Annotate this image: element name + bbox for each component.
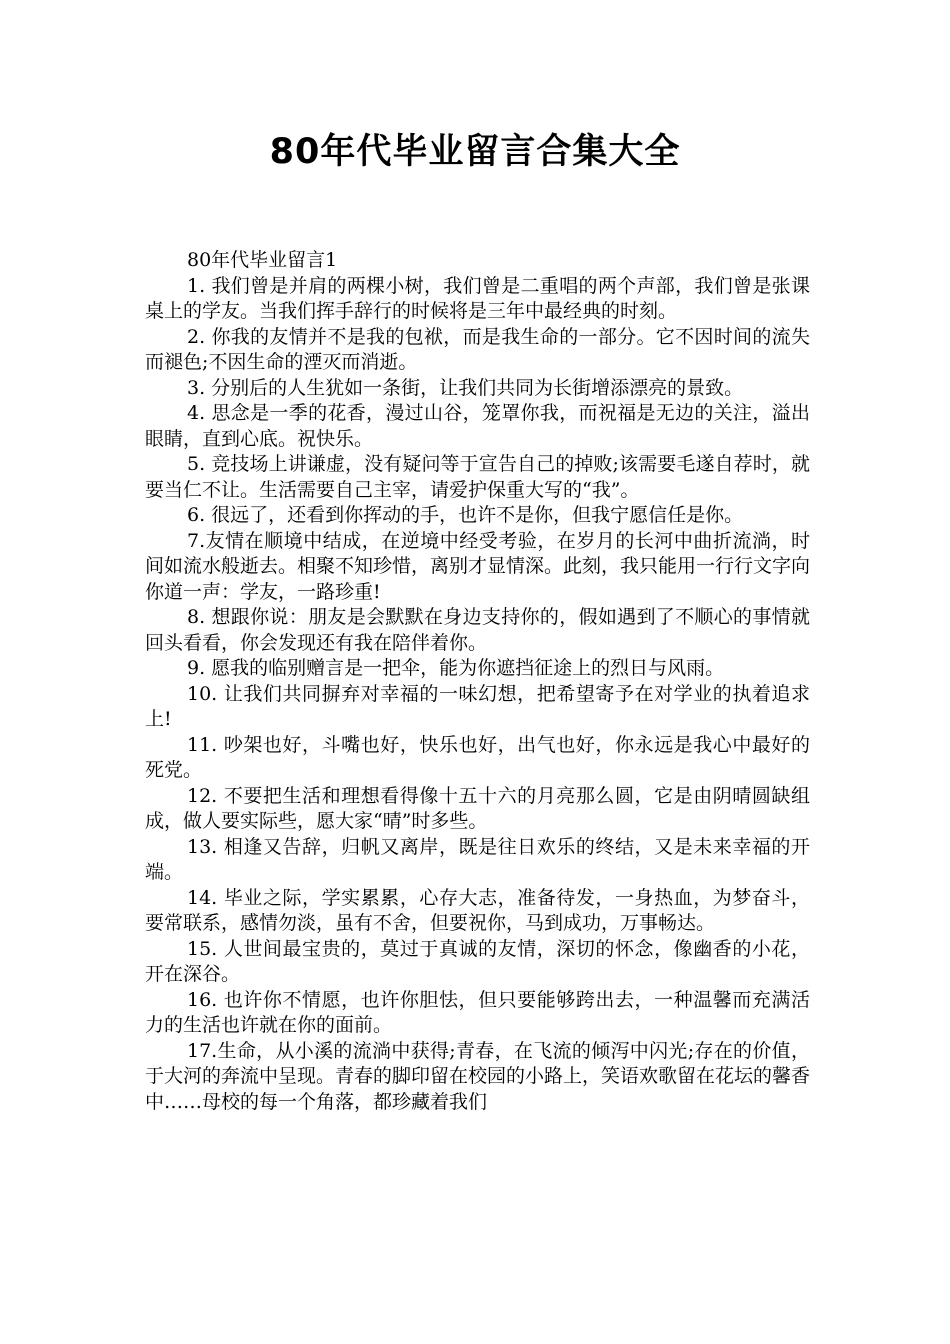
paragraph-6: 6. 很远了，还看到你挥动的手，也许不是你，但我宁愿信任是你。: [187, 504, 744, 526]
document-title: 80年代毕业留言合集大全: [269, 132, 681, 172]
paragraph-9: 9. 愿我的临别赠言是一把伞，能为你遮挡征途上的烈日与风雨。: [187, 657, 725, 679]
paragraph-14: 14. 毕业之际，学实累累，心存大志，准备待发，一身热血，为梦奋斗，要常联系，感情勿淡，虽有不舍，但要祝你，马到成功，万事畅达。: [145, 886, 810, 934]
paragraph-17: 17.生命，从小溪的流淌中获得;青春，在飞流的倾泻中闪光;存在的价值，于大河的奔流中呈现。青春的脚印留在校园的小路上，笑语欢歌留在花坛的馨香中……母校的每一个角落，都珍藏着我们: [145, 1039, 811, 1113]
paragraph-3: 3. 分别后的人生犹如一条街，让我们共同为长街增添漂亮的景致。: [187, 376, 744, 399]
paragraph-16: 16. 也许你不情愿，也许你胆怯，但只要能够跨出去，一种温馨而充满活力的生活也许就在你的面前。: [145, 988, 810, 1036]
paragraph-12: 12. 不要把生活和理想看得像十五十六的月亮那么圆，它是由阴晴圆缺组成，做人要实际些，愿大家“晴”时多些。: [145, 784, 810, 832]
paragraph-11: 11. 吵架也好，斗嘴也好，快乐也好，出气也好，你永远是我心中最好的死党。: [145, 733, 810, 781]
paragraph-15: 15. 人世间最宝贵的，莫过于真诚的友情，深切的怀念，像幽香的小花，开在深谷。: [145, 937, 810, 985]
document-body: [145, 248, 810, 1115]
paragraph-13: 13. 相逢又告辞，归帆又离岸，既是往日欢乐的终结，又是未来幸福的开端。: [145, 835, 810, 883]
paragraph-4: 4. 思念是一季的花香，漫过山谷，笼罩你我，而祝福是无边的关注，溢出眼睛，直到心底。祝快乐。: [145, 402, 810, 450]
paragraph-8: 8. 想跟你说：朋友是会默默在身边支持你的，假如遇到了不顺心的事情就回头看看，你会发现还有我在陪伴着你。: [145, 606, 810, 654]
paragraph-2: 2. 你我的友情并不是我的包袱，而是我生命的一部分。它不因时间的流失而褪色;不因生命的湮灭而消逝。: [145, 325, 810, 373]
section-heading: 80年代毕业留言1: [187, 249, 338, 271]
paragraph-7: 7.友情在顺境中结成，在逆境中经受考验，在岁月的长河中曲折流淌，时间如流水般逝去。相聚不知珍惜，离别才显情深。此刻，我只能用一行行文字向你道一声：学友，一路珍重!: [145, 529, 811, 603]
paragraph-10: 10. 让我们共同摒弃对幸福的一味幻想，把希望寄予在对学业的执着追求上!: [145, 682, 810, 730]
paragraph-1: 1. 我们曾是并肩的两棵小树，我们曾是二重唱的两个声部，我们曾是张课桌上的学友。当我们挥手辞行的时候将是三年中最经典的时刻。: [145, 274, 810, 322]
paragraph-5: 5. 竞技场上讲谦虚，没有疑问等于宣告自己的掉败;该需要毛遂自荐时，就要当仁不让。生活需要自己主宰，请爱护保重大写的“我”。: [145, 453, 810, 501]
